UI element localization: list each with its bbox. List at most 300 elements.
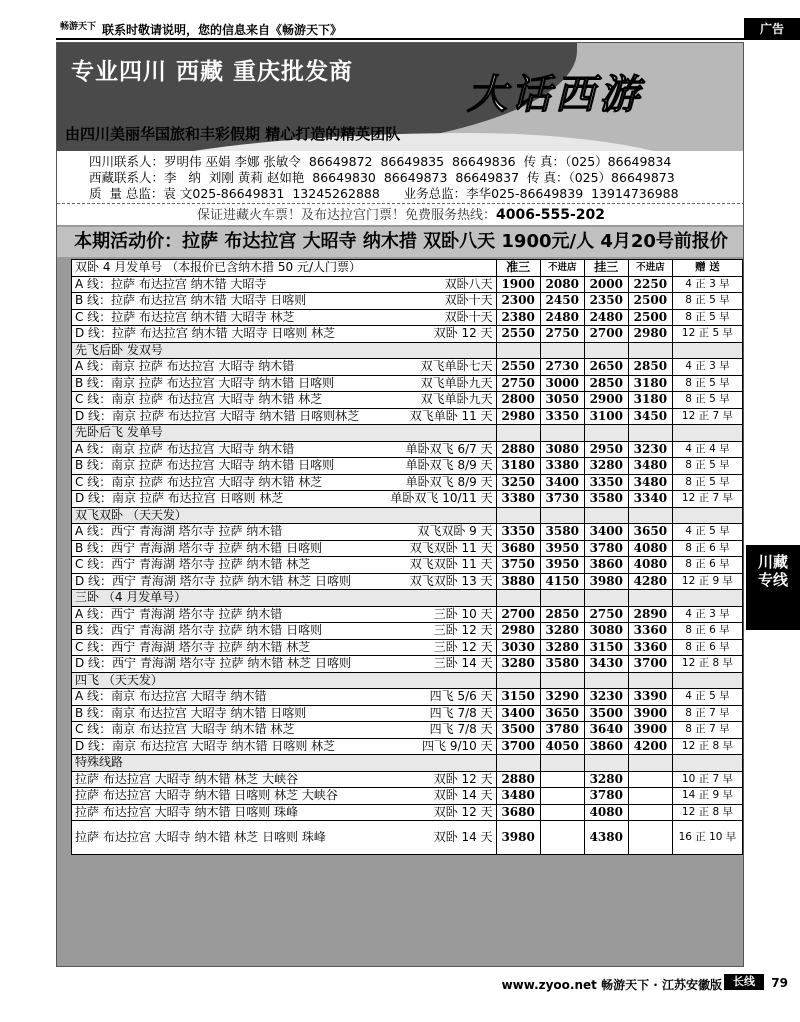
gift-cell: 8 正 5 早 [672, 375, 742, 392]
footer-category: 长线 [724, 974, 764, 990]
price-cell: 3480 [496, 788, 540, 805]
price-cell: 3580 [540, 656, 584, 673]
price-cell: 3100 [584, 408, 628, 425]
price-cell: 2850 [628, 359, 672, 376]
side-tab-label: 川藏专线 [758, 553, 789, 589]
route-cell [72, 276, 497, 293]
ad-tag: 广告 [744, 18, 800, 40]
section-row [72, 672, 743, 689]
table-row [72, 804, 743, 821]
price-cell: 2880 [496, 771, 540, 788]
price-cell: 4150 [540, 573, 584, 590]
gift-cell: 8 正 5 早 [672, 474, 742, 491]
price-cell: 3580 [584, 491, 628, 508]
price-cell: 2500 [628, 293, 672, 310]
price-cell: 2480 [584, 309, 628, 326]
table-row [72, 606, 743, 623]
table-row [72, 441, 743, 458]
price-cell: 2850 [584, 375, 628, 392]
gift-cell: 4 正 4 早 [672, 441, 742, 458]
table-row [72, 689, 743, 706]
price-cell: 3380 [540, 458, 584, 475]
price-cell: 2900 [584, 392, 628, 409]
route-cell [72, 441, 497, 458]
header-route: 双卧 4 月发单号 （本报价已含纳木措 50 元/人门票） [72, 260, 497, 277]
route-cell [72, 392, 497, 409]
gift-cell: 8 正 5 早 [672, 458, 742, 475]
price-cell: 3080 [540, 441, 584, 458]
gift-cell: 12 正 8 早 [672, 804, 742, 821]
price-cell: 3350 [584, 474, 628, 491]
price-cell: 3900 [628, 705, 672, 722]
empty-cell [628, 342, 672, 359]
price-cell: 3280 [496, 656, 540, 673]
price-cell: 2800 [496, 392, 540, 409]
route-text: A 线：南京 拉萨 布达拉宫 大昭寺 纳木错 [75, 359, 295, 374]
service-text: 保证进藏火车票！及布达拉宫门票！免费服务热线： [196, 208, 496, 223]
route-text: A 线：西宁 青海湖 塔尔寺 拉萨 纳木错 [75, 606, 283, 621]
price-cell: 2730 [540, 359, 584, 376]
empty-cell [584, 755, 628, 772]
price-cell: 3000 [540, 375, 584, 392]
table-row [72, 408, 743, 425]
gift-cell: 12 正 9 早 [672, 573, 742, 590]
price-cell: 3280 [584, 458, 628, 475]
gift-cell: 10 正 7 早 [672, 771, 742, 788]
price-cell: 3400 [584, 524, 628, 541]
table-row [72, 375, 743, 392]
empty-cell [540, 425, 584, 442]
price-cell: 2850 [540, 606, 584, 623]
price-cell: 3780 [540, 722, 584, 739]
price-cell: 4280 [628, 573, 672, 590]
table-row [72, 540, 743, 557]
route-days: 四飞 7/8 天 [429, 722, 493, 737]
price-cell [628, 771, 672, 788]
price-cell: 3750 [496, 557, 540, 574]
price-cell: 3250 [496, 474, 540, 491]
price-cell: 2550 [496, 359, 540, 376]
section-row [72, 507, 743, 524]
empty-cell [496, 755, 540, 772]
section-row [72, 342, 743, 359]
gift-cell: 12 正 7 早 [672, 408, 742, 425]
table-row [72, 639, 743, 656]
route-cell [72, 293, 497, 310]
empty-cell [628, 590, 672, 607]
route-text: B 线：南京 拉萨 布达拉宫 大昭寺 纳木错 日喀则 [75, 375, 335, 390]
table-row [72, 491, 743, 508]
price-cell: 3860 [584, 738, 628, 755]
price-cell: 3340 [628, 491, 672, 508]
table-row [72, 771, 743, 788]
gift-cell: 8 正 7 早 [672, 705, 742, 722]
brand-logo: 大话西游 [467, 71, 643, 118]
empty-cell [584, 342, 628, 359]
empty-cell [584, 507, 628, 524]
route-cell [72, 524, 497, 541]
empty-cell [628, 672, 672, 689]
route-days: 双飞单卧九天 [420, 375, 493, 390]
gift-cell: 8 正 7 早 [672, 722, 742, 739]
price-cell: 3230 [628, 441, 672, 458]
gift-cell: 4 正 3 早 [672, 359, 742, 376]
route-cell [72, 804, 497, 821]
price-cell: 2880 [496, 441, 540, 458]
gift-cell: 16 正 10 早 [672, 821, 742, 855]
page-footer [56, 970, 800, 994]
price-cell: 3280 [540, 623, 584, 640]
promo-banner: 本期活动价：拉萨 布达拉宫 大昭寺 纳木措 双卧八天 1900元/人 4月20号前报价 [57, 227, 744, 257]
route-cell [72, 821, 497, 855]
price-cell: 2000 [584, 276, 628, 293]
ad-title: 专业四川 西藏 重庆批发商 [71, 59, 354, 85]
empty-cell [540, 342, 584, 359]
price-cell: 2080 [540, 276, 584, 293]
price-cell: 2750 [540, 326, 584, 343]
price-cell: 3360 [628, 639, 672, 656]
price-cell: 4380 [584, 821, 628, 855]
route-text: B 线：南京 拉萨 布达拉宫 大昭寺 纳木错 日喀则 [75, 458, 335, 473]
empty-cell [496, 425, 540, 442]
route-text: B 线：西宁 青海湖 塔尔寺 拉萨 纳木错 日喀则 [75, 623, 323, 638]
price-cell: 3030 [496, 639, 540, 656]
route-days: 单卧双飞 6/7 天 [405, 441, 493, 456]
price-cell: 2950 [584, 441, 628, 458]
route-text: C 线：西宁 青海湖 塔尔寺 拉萨 纳木错 林芝 [75, 639, 311, 654]
route-cell [72, 491, 497, 508]
route-text: C 线：西宁 青海湖 塔尔寺 拉萨 纳木错 林芝 [75, 557, 311, 572]
price-cell: 4200 [628, 738, 672, 755]
route-text: C 线：南京 拉萨 布达拉宫 大昭寺 纳木错 林芝 [75, 392, 323, 407]
table-row [72, 821, 743, 855]
price-cell: 3290 [540, 689, 584, 706]
table-row [72, 738, 743, 755]
empty-cell [584, 590, 628, 607]
section-title: 三卧 （4 月发单号） [72, 590, 497, 607]
price-cell: 3350 [496, 524, 540, 541]
route-text: D 线：南京 拉萨 布达拉宫 日喀则 林芝 [75, 491, 284, 506]
price-cell: 3350 [540, 408, 584, 425]
route-text: D 线：西宁 青海湖 塔尔寺 拉萨 纳木错 林芝 日喀则 [75, 573, 351, 588]
header-gift: 赠 送 [672, 260, 742, 277]
route-days: 双飞双卧 9 天 [417, 524, 493, 539]
section-side-tab [746, 545, 800, 630]
price-cell: 2980 [628, 326, 672, 343]
price-cell: 2250 [628, 276, 672, 293]
price-cell: 3180 [628, 375, 672, 392]
gift-cell: 8 正 6 早 [672, 623, 742, 640]
table-row [72, 557, 743, 574]
price-cell [628, 821, 672, 855]
price-cell: 2350 [584, 293, 628, 310]
route-text: 拉萨 布达拉宫 大昭寺 纳木错 日喀则 珠峰 [75, 804, 299, 819]
price-table [71, 259, 743, 855]
price-cell: 3430 [584, 656, 628, 673]
route-text: A 线：南京 拉萨 布达拉宫 大昭寺 纳木错 [75, 441, 295, 456]
route-days: 双飞单卧七天 [420, 359, 493, 374]
price-cell: 2380 [496, 309, 540, 326]
price-cell: 3180 [628, 392, 672, 409]
price-cell: 3500 [584, 705, 628, 722]
route-text: A 线：拉萨 布达拉宫 纳木错 大昭寺 [75, 276, 267, 291]
route-days: 双卧 14 天 [433, 788, 493, 803]
price-cell: 3050 [540, 392, 584, 409]
route-days: 单卧双飞 8/9 天 [405, 474, 493, 489]
route-cell [72, 474, 497, 491]
empty-cell [672, 755, 742, 772]
price-cell: 2980 [496, 408, 540, 425]
price-cell: 1900 [496, 276, 540, 293]
route-days: 双飞单卧 11 天 [409, 408, 493, 423]
price-cell: 3650 [540, 705, 584, 722]
gift-cell: 8 正 5 早 [672, 293, 742, 310]
price-cell: 3380 [496, 491, 540, 508]
section-title: 双飞双卧 （天天发） [72, 507, 497, 524]
route-days: 双卧十天 [444, 293, 493, 308]
route-text: 拉萨 布达拉宫 大昭寺 纳木错 日喀则 林芝 大峡谷 [75, 788, 338, 803]
contact-row: 质 量 总监：袁 文025-86649831 13245262888 业务总监：李华025-86649839 13914736988 [89, 186, 679, 201]
section-title: 特殊线路 [72, 755, 497, 772]
empty-cell [496, 507, 540, 524]
ad-subtitle: 由四川美丽华国旅和丰彩假期 精心打造的精英团队 [65, 125, 401, 143]
price-cell: 3500 [496, 722, 540, 739]
section-row [72, 590, 743, 607]
route-text: D 线：西宁 青海湖 塔尔寺 拉萨 纳木错 林芝 日喀则 [75, 656, 351, 671]
gift-cell: 12 正 5 早 [672, 326, 742, 343]
price-cell: 2650 [584, 359, 628, 376]
table-row [72, 788, 743, 805]
table-row [72, 722, 743, 739]
empty-cell [496, 590, 540, 607]
section-row [72, 425, 743, 442]
price-cell [540, 788, 584, 805]
route-days: 双飞单卧九天 [420, 392, 493, 407]
gift-cell: 8 正 5 早 [672, 309, 742, 326]
empty-cell [672, 425, 742, 442]
price-cell: 3360 [628, 623, 672, 640]
route-days: 单卧双飞 10/11 天 [390, 491, 493, 506]
table-row [72, 309, 743, 326]
empty-cell [672, 590, 742, 607]
route-days: 三卧 10 天 [433, 606, 493, 621]
price-cell: 2980 [496, 623, 540, 640]
header-col-1: 准三 [496, 260, 540, 277]
hotline-number: 4006-555-202 [495, 207, 606, 223]
empty-cell [540, 755, 584, 772]
price-cell: 2750 [496, 375, 540, 392]
price-cell: 3680 [496, 804, 540, 821]
gift-cell: 4 正 5 早 [672, 689, 742, 706]
price-cell: 3700 [628, 656, 672, 673]
price-cell: 2700 [584, 326, 628, 343]
price-cell: 2500 [628, 309, 672, 326]
route-text: D 线：南京 布达拉宫 大昭寺 纳木错 日喀则 林芝 [75, 738, 336, 753]
header-col-3: 挂三 [584, 260, 628, 277]
price-cell: 3860 [584, 557, 628, 574]
route-cell [72, 606, 497, 623]
route-text: C 线：南京 布达拉宫 大昭寺 纳木错 林芝 [75, 722, 295, 737]
price-cell: 2750 [584, 606, 628, 623]
price-cell: 3080 [584, 623, 628, 640]
price-cell: 3280 [584, 771, 628, 788]
price-cell: 4080 [584, 804, 628, 821]
route-cell [72, 375, 497, 392]
price-cell: 4080 [628, 557, 672, 574]
publication-logo: 畅游天下 [60, 22, 97, 32]
price-cell [540, 771, 584, 788]
route-cell [72, 705, 497, 722]
table-row [72, 573, 743, 590]
gift-cell: 12 正 8 早 [672, 656, 742, 673]
gift-cell: 4 正 3 早 [672, 606, 742, 623]
route-text: 拉萨 布达拉宫 大昭寺 纳木错 林芝 日喀则 珠峰 [75, 830, 326, 844]
route-cell [72, 540, 497, 557]
route-cell [72, 573, 497, 590]
section-title: 先卧后飞 发单号 [72, 425, 497, 442]
price-cell: 3280 [540, 639, 584, 656]
empty-cell [628, 507, 672, 524]
route-cell [72, 557, 497, 574]
gift-cell: 8 正 6 早 [672, 639, 742, 656]
table-row [72, 276, 743, 293]
price-cell: 2550 [496, 326, 540, 343]
empty-cell [496, 342, 540, 359]
route-text: B 线：拉萨 布达拉宫 纳木错 大昭寺 日喀则 [75, 293, 307, 308]
table-row [72, 524, 743, 541]
price-cell: 3400 [496, 705, 540, 722]
contact-row: 西藏联系人：李 纳 刘刚 黄莉 赵如艳 86649830 86649873 86649837 传 真：（025）86649873 [89, 170, 675, 185]
gift-cell: 8 正 5 早 [672, 392, 742, 409]
ad-panel [56, 42, 744, 967]
price-cell: 3150 [584, 639, 628, 656]
route-text: B 线：西宁 青海湖 塔尔寺 拉萨 纳木错 日喀则 [75, 540, 323, 555]
route-days: 四飞 9/10 天 [422, 738, 493, 753]
route-cell [72, 458, 497, 475]
gift-cell: 14 正 9 早 [672, 788, 742, 805]
footer-text: www.zyoo.net 畅游天下 · 江苏安徽版 [501, 978, 722, 992]
table-row [72, 458, 743, 475]
price-cell: 4080 [628, 540, 672, 557]
route-text: B 线：南京 布达拉宫 大昭寺 纳木错 日喀则 [75, 705, 307, 720]
table-row [72, 392, 743, 409]
route-days: 双卧 14 天 [433, 830, 493, 844]
price-cell: 3950 [540, 557, 584, 574]
route-cell [72, 309, 497, 326]
table-row [72, 623, 743, 640]
price-cell: 3390 [628, 689, 672, 706]
empty-cell [540, 590, 584, 607]
price-cell: 3640 [584, 722, 628, 739]
price-cell: 3700 [496, 738, 540, 755]
route-days: 三卧 14 天 [433, 656, 493, 671]
price-cell: 3950 [540, 540, 584, 557]
route-days: 四飞 5/6 天 [429, 689, 493, 704]
price-cell: 3180 [496, 458, 540, 475]
price-cell: 3900 [628, 722, 672, 739]
section-title: 四飞 （天天发） [72, 672, 497, 689]
route-cell [72, 359, 497, 376]
empty-cell [672, 342, 742, 359]
route-cell [72, 408, 497, 425]
route-days: 四飞 7/8 天 [429, 705, 493, 720]
gift-cell: 12 正 8 早 [672, 738, 742, 755]
section-row [72, 755, 743, 772]
price-cell: 4050 [540, 738, 584, 755]
contact-info [57, 151, 744, 204]
price-cell: 3680 [496, 540, 540, 557]
table-row [72, 326, 743, 343]
price-cell: 3400 [540, 474, 584, 491]
empty-cell [672, 507, 742, 524]
gift-cell: 8 正 6 早 [672, 557, 742, 574]
route-days: 双飞双卧 13 天 [409, 573, 493, 588]
route-cell [72, 771, 497, 788]
table-row [72, 293, 743, 310]
contact-note: 联系时敬请说明，您的信息来自《畅游天下》 [102, 23, 343, 37]
price-cell: 3480 [628, 458, 672, 475]
price-cell: 3980 [496, 821, 540, 855]
price-cell: 2890 [628, 606, 672, 623]
route-days: 双飞双卧 11 天 [409, 557, 493, 572]
contact-row: 四川联系人：罗明伟 巫娟 李娜 张敏令 86649872 86649835 86649836 传 真：（025）86649834 [89, 154, 672, 169]
section-title: 先飞后卧 发双号 [72, 342, 497, 359]
price-cell: 3780 [584, 788, 628, 805]
price-cell: 3580 [540, 524, 584, 541]
empty-cell [540, 672, 584, 689]
route-text: D 线：拉萨 布达拉宫 纳木错 大昭寺 日喀则 林芝 [75, 326, 336, 341]
price-cell: 3980 [584, 573, 628, 590]
table-header-row [72, 260, 743, 277]
price-cell [628, 804, 672, 821]
route-text: C 线：拉萨 布达拉宫 纳木错 大昭寺 林芝 [75, 309, 295, 324]
price-cell [540, 804, 584, 821]
empty-cell [496, 672, 540, 689]
price-cell: 3480 [628, 474, 672, 491]
price-cell [540, 821, 584, 855]
price-cell: 2700 [496, 606, 540, 623]
route-days: 双卧 12 天 [433, 771, 493, 786]
header-col-4: 不进店 [628, 260, 672, 277]
top-bar [56, 18, 800, 40]
table-row [72, 656, 743, 673]
gift-cell: 8 正 6 早 [672, 540, 742, 557]
gift-cell: 12 正 7 早 [672, 491, 742, 508]
header-col-2: 不进店 [540, 260, 584, 277]
route-days: 单卧双飞 8/9 天 [405, 458, 493, 473]
route-days: 双卧 12 天 [433, 326, 493, 341]
route-cell [72, 639, 497, 656]
route-days: 双卧 12 天 [433, 804, 493, 819]
route-text: C 线：南京 拉萨 布达拉宫 大昭寺 纳木错 林芝 [75, 474, 323, 489]
route-days: 双卧八天 [444, 276, 493, 291]
price-cell: 3230 [584, 689, 628, 706]
table-row [72, 474, 743, 491]
page-number: 79 [771, 976, 788, 990]
route-text: A 线：南京 布达拉宫 大昭寺 纳木错 [75, 689, 267, 704]
table-row [72, 359, 743, 376]
route-days: 三卧 12 天 [433, 639, 493, 654]
price-cell: 3650 [628, 524, 672, 541]
route-cell [72, 623, 497, 640]
empty-cell [584, 672, 628, 689]
route-cell [72, 722, 497, 739]
empty-cell [672, 672, 742, 689]
route-days: 双飞双卧 11 天 [409, 540, 493, 555]
empty-cell [628, 755, 672, 772]
price-cell: 3150 [496, 689, 540, 706]
price-cell: 3880 [496, 573, 540, 590]
